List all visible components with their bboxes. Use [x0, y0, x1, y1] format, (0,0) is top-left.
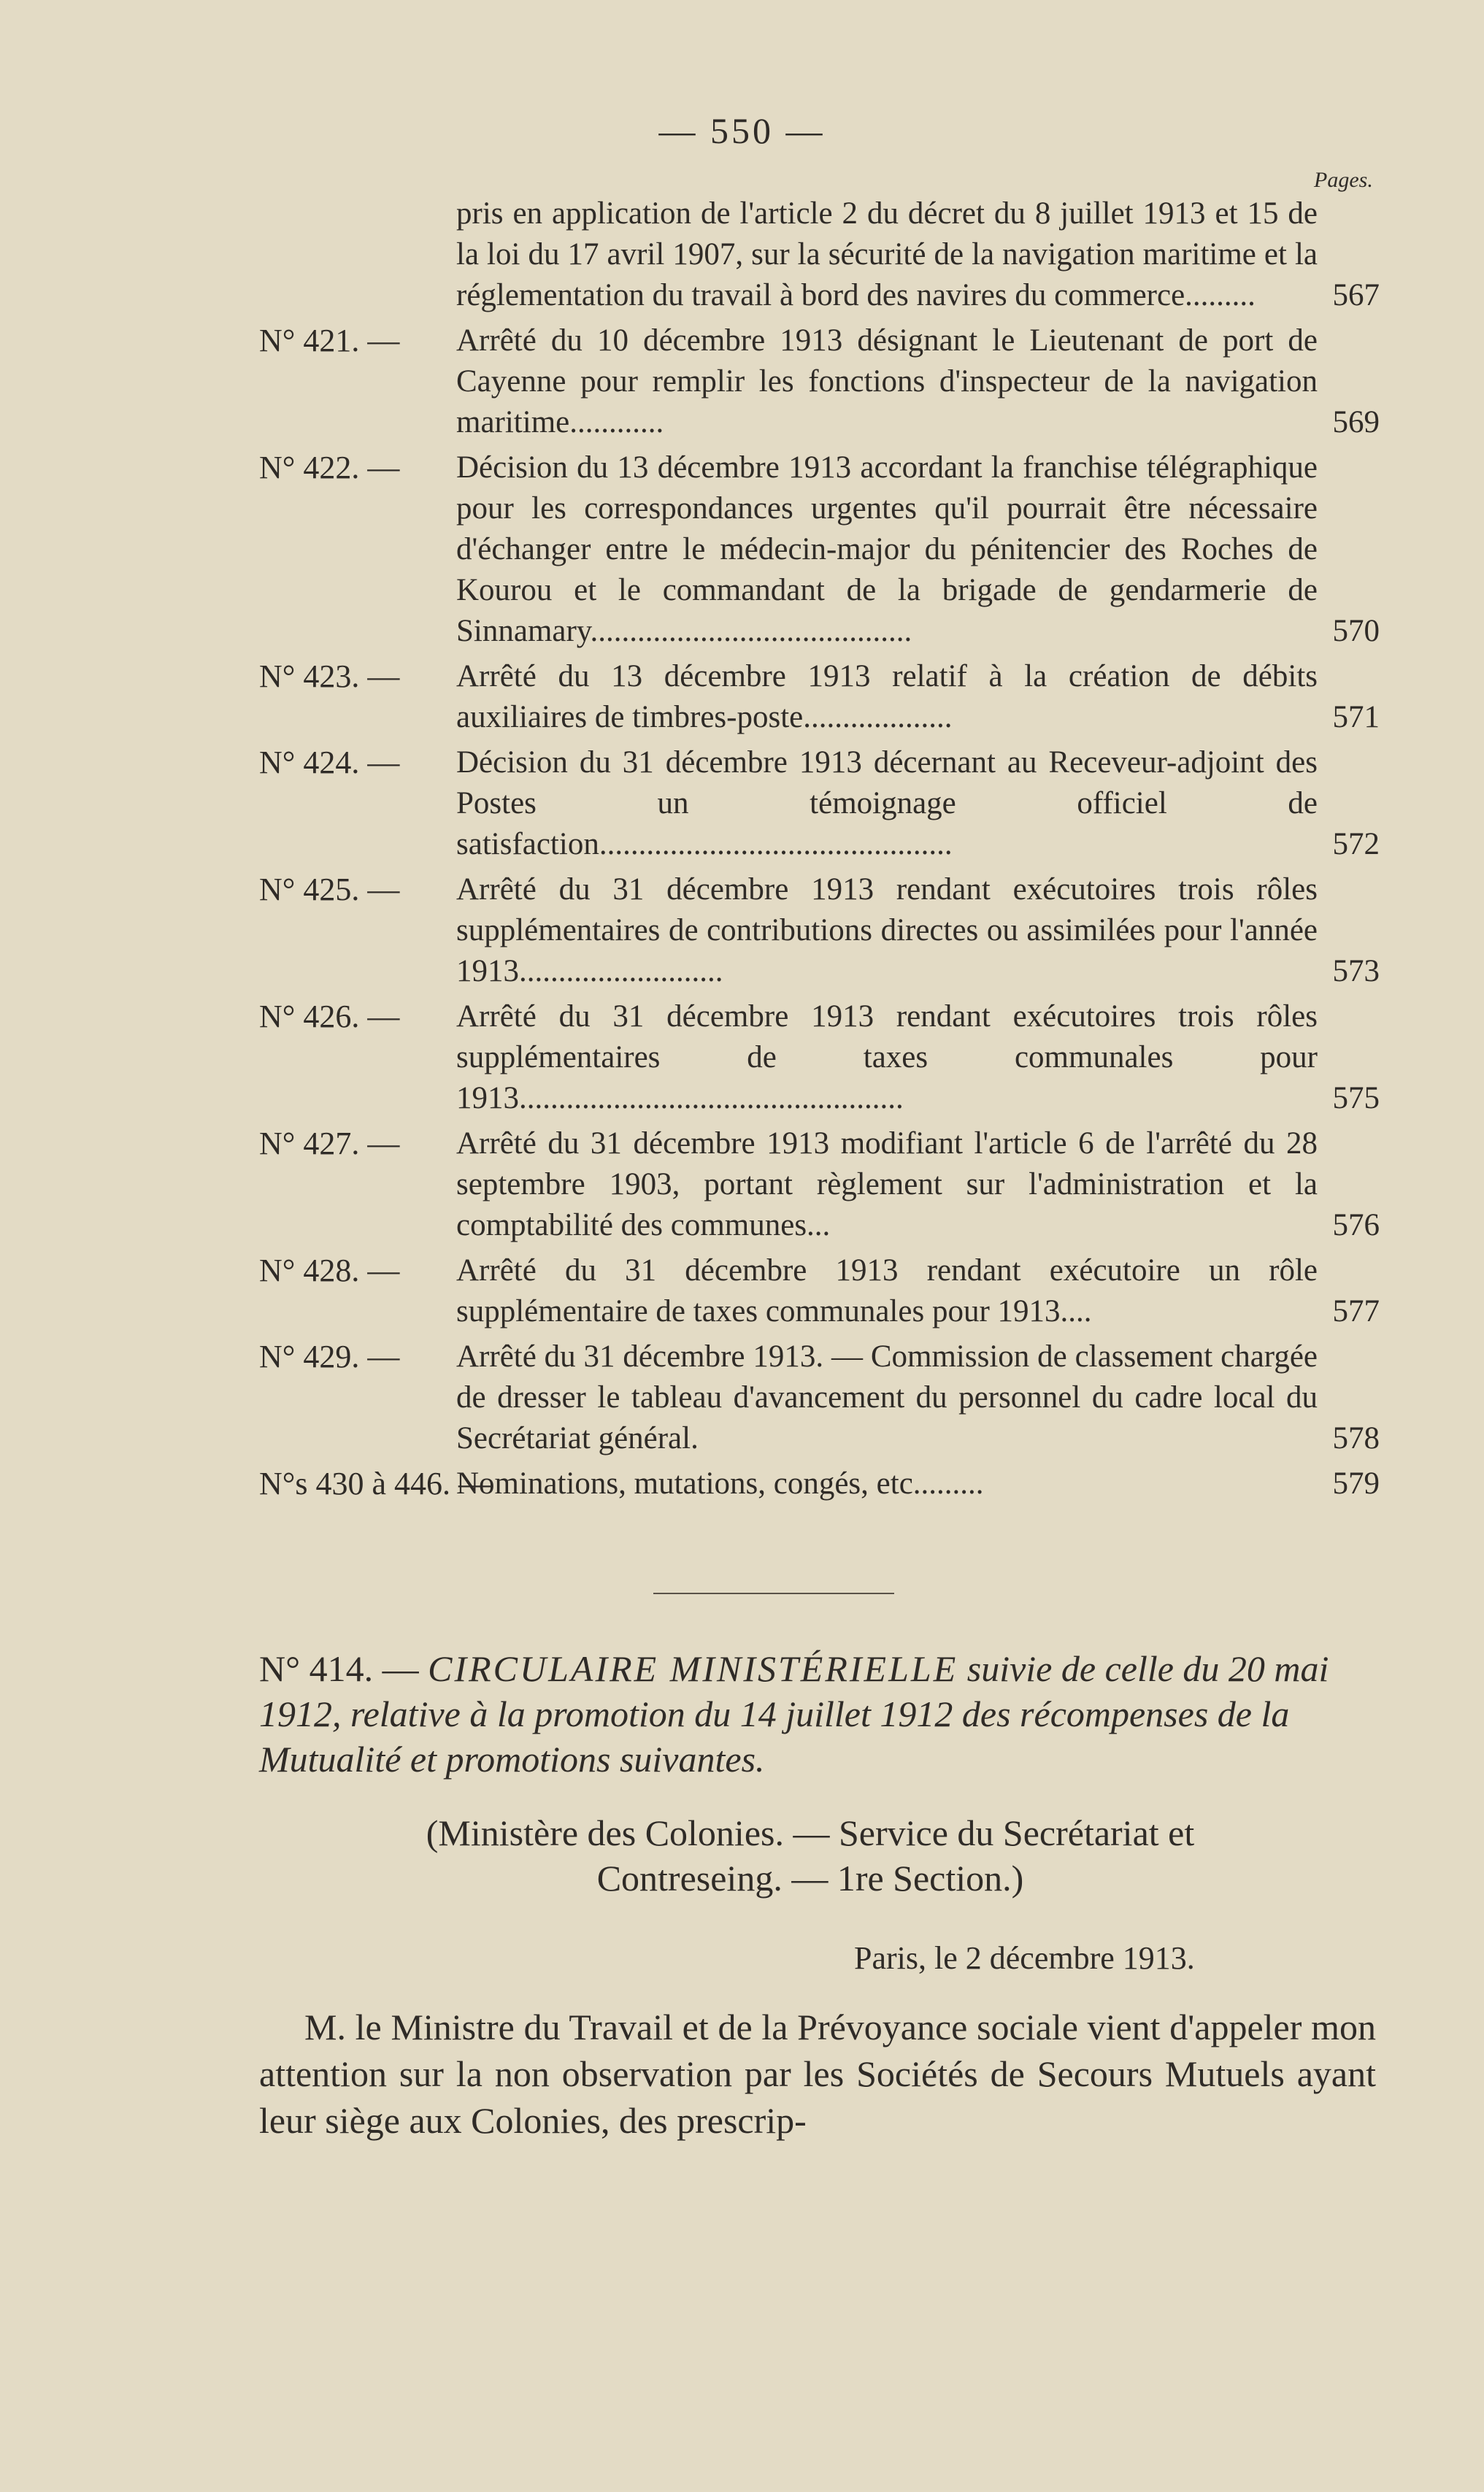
toc-entry-number: N°s 430 à 446. —: [259, 1466, 491, 1501]
toc-entry-number: N° 426. —: [259, 999, 400, 1034]
circular-heading: [259, 1646, 1376, 1782]
toc-entry: [0, 742, 1484, 865]
dateline: Paris, le 2 décembre 1913.: [854, 1940, 1195, 1976]
toc-entry-page: 578: [1332, 1421, 1380, 1455]
toc-entry-page: 571: [1332, 700, 1380, 734]
circular-number: N° 414. —: [259, 1648, 419, 1689]
toc-entry: [0, 1250, 1484, 1332]
toc-entry-number: N° 429. —: [259, 1339, 400, 1374]
ministry-line: [263, 1810, 1358, 1901]
toc-entry-text: Décision du 31 décembre 1913 décernant au Receveur-adjoint des Postes un témoignage officiel de satisfaction.............................................: [456, 745, 1318, 861]
toc-entry-text: Décision du 13 décembre 1913 accordant la franchise télégraphique pour les correspondances urgentes qu'il pourrait être nécessaire d'échanger entre le médecin-major du pénitencier des Roches de Kourou et le commandant de la brigade de gendarmerie de Sinnamary.........................................: [456, 450, 1318, 648]
toc-entry-number: N° 421. —: [259, 323, 400, 358]
circular-subtitle: suivie de celle du 20 mai 1912, relative à la promotion du 14 juillet 1912 des récompenses de la Mutualité et promotions suivantes.: [259, 1648, 1329, 1780]
toc-entry: [0, 447, 1484, 652]
ministry-line-1: (Ministère des Colonies. — Service du Secrétariat et: [426, 1812, 1195, 1853]
ministry-line-2: Contreseing. — 1re Section.): [596, 1858, 1024, 1899]
table-of-contents: [0, 193, 1484, 1504]
body-paragraph: M. le Ministre du Travail et de la Prévoyance sociale vient d'appeler mon attention sur la non observation par les Sociétés de Secours Mutuels ayant leur siège aux Colonies, des prescrip-: [259, 2007, 1376, 2141]
toc-entry: [0, 320, 1484, 443]
toc-entry-page: 575: [1332, 1081, 1380, 1115]
toc-entry-page: 572: [1332, 827, 1380, 861]
circular-title: CIRCULAIRE MINISTÉRIELLE: [428, 1648, 958, 1689]
toc-entry-text: pris en application de l'article 2 du décret du 8 juillet 1913 et 15 de la loi du 17 avril 1907, sur la sécurité de la navigation maritime et la réglementation du travail à bord des navires du commerce.........: [456, 196, 1318, 312]
toc-entry-page: 579: [1332, 1466, 1380, 1501]
toc-entry-page: 577: [1332, 1294, 1380, 1328]
toc-entry-text: Arrêté du 31 décembre 1913 rendant exécutoire un rôle supplémentaire de taxes communales pour 1913....: [456, 1253, 1318, 1328]
toc-entry-number: N° 423. —: [259, 658, 400, 694]
toc-entry: [0, 996, 1484, 1119]
toc-entry-number: N° 428. —: [259, 1253, 400, 1288]
toc-entry-page: 573: [1332, 954, 1380, 988]
toc-entry-number: N° 427. —: [259, 1126, 400, 1161]
toc-entry-number: N° 422. —: [259, 450, 400, 485]
toc-entry: [0, 869, 1484, 992]
toc-entry-page: 567: [1332, 278, 1380, 312]
separator-rule: [653, 1593, 894, 1594]
toc-entry: [0, 656, 1484, 738]
toc-entry-text: Arrêté du 31 décembre 1913. — Commission de classement chargée de dresser le tableau d'avancement du personnel du cadre local du Secrétariat général.: [456, 1339, 1318, 1455]
toc-entry-number: N° 424. —: [259, 745, 400, 780]
toc-entry-text: Arrêté du 31 décembre 1913 rendant exécutoires trois rôles supplémentaires de contributions directes ou assimilées pour l'année 1913..........................: [456, 872, 1318, 988]
toc-entry: [0, 1123, 1484, 1246]
toc-entry-text: Arrêté du 10 décembre 1913 désignant le Lieutenant de port de Cayenne pour remplir les fonctions d'inspecteur de la navigation maritime............: [456, 323, 1318, 439]
pages-column-label: Pages.: [1314, 168, 1373, 192]
toc-entry-number: N° 425. —: [259, 872, 400, 907]
toc-entry-page: 570: [1332, 614, 1380, 648]
toc-entry: [0, 1337, 1484, 1459]
page-number: — 550 —: [658, 110, 826, 151]
toc-entry: [0, 1464, 1484, 1504]
toc-entry-text: Arrêté du 13 décembre 1913 relatif à la création de débits auxiliaires de timbres-poste...................: [456, 659, 1318, 734]
toc-entry-text: Arrêté du 31 décembre 1913 modifiant l'article 6 de l'arrêté du 28 septembre 1903, portant règlement sur l'administration et la comptabilité des communes...: [456, 1126, 1318, 1242]
toc-entry-page: 569: [1332, 405, 1380, 439]
toc-entry-page: 576: [1332, 1208, 1380, 1242]
toc-entry-text: Arrêté du 31 décembre 1913 rendant exécutoires trois rôles supplémentaires de taxes communales pour 1913.................................................: [456, 999, 1318, 1115]
toc-entry: [0, 193, 1484, 316]
toc-entry-text: Nominations, mutations, congés, etc.........: [456, 1466, 984, 1501]
